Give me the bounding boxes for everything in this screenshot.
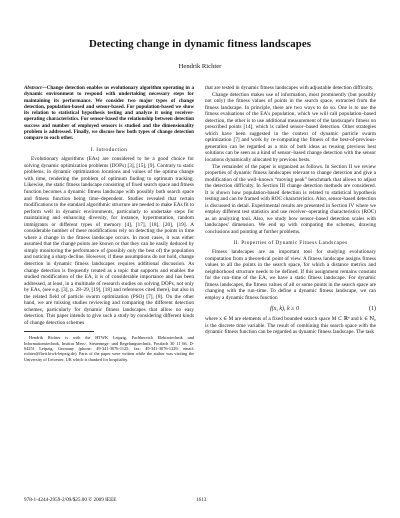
paper-author: Hendrik Richter xyxy=(178,63,222,70)
after-equation-paragraph: where x ∈ M are elements of a fixed bounded search space M ⊂ ℝⁿ and k ∈ ℕ₀ is the discrete time variable. The result of combining this search space with the dynamic fitness function can be regarded as dynamic fitness landscape. The task xyxy=(205,316,376,336)
abstract xyxy=(24,85,194,142)
equation-number: (1) xyxy=(369,305,376,312)
section2-paragraph: Fitness landscapes are an important tool for studying evolutionary computation from a theoretical point of view. A fitness landscape assigns fitness values to all the points in the search space, for which a distance metrics and neighborhood structure needs to be defined. If this assignment remains constant for the run–time of the EA, we have a static fitness landscape. For dynamic fitness landscapes, the fitness values of all or some points in the search space are changing with the run–time. To define a dynamic fitness landscape, we can employ a dynamic fitness function xyxy=(205,249,376,301)
right-paragraph: Change detection makes use of information, most prominently (but possibly not only) the fitness values of points in the search space, extracted from the fitness landscape. In principle, there are two ways to do so. One is to use the fitness evaluations of the EA's population, which we will call population–based detection, the other is to use additional measurement of the landscape's fitness on prescribed points [14], which is called sensor–based detection. Other strategies which have been suggested in the context of dynamic particle swarm optimization [7] and work by re-computing the fitness of the best-of-previous-generation can be regarded as a mix of both ideas as reusing previous best solutions can be seen as a kind of sensor–based change detection with the sensor locations dynamically allocated by previous bests. xyxy=(205,91,376,164)
left-column xyxy=(24,85,194,362)
intro-paragraph: Evolutionary algorithms (EAs) are considered to be a good choice for solving dynamic optimization problems (DOPs) [3], [15], [9]. Contrary to static problems, in dynamic optimization locations and values of the optima change with time, rendering the problem of optimum finding to optimum tracking. Likewise, the static fitness landscape consisting of fixed search space and fitness function becomes a dynamic fitness landscape with possibly both search space and fitness function being time–dependent. Studies revealed that certain modifications to the standard algorithmic structure are needed to make EAs fit to perform well in dynamic environments, particularly to undertake steps for maintaining and enhancing diversity, for instance, hypermutation, random immigrants or different types of memory [4], [17], [18], [20], [19]. A considerable number of these modifications rely on detecting the points in time where a change in the fitness landscape occurs. In most cases, it was either assumed that the change points are known or that they can be easily deduced by simply monitoring the performance of (possibly only the best of) the population and noticing a sharp decline. However, if these assumptions do not hold, change detection in dynamic fitness landscapes requires additional discussion. As change detection is frequently treated as a topic that supports and enables the studied modification of the EA, it is of considerable importance and has been addressed, at least, in a multitude of research studies on solving DOPs, not only by EAs, (see e.g. [3], p. 28–29, [19], [18] and references cited there), but also in the related field of particle swarm optimization (PSO) [7], [8]. On the other hand, we are missing studies reviewing and comparing the different detection schemes, particularly for dynamic fitness landscapes that allow no easy detection. This paper intends to give such a study by considering different kinds of change detection schemes xyxy=(24,156,194,326)
abstract-body: —Change detection enables us evolutionary algorithm operating in a dynamic environment to respond with undertaking necessary steps for maintaining its performance. We consider two major types of change detection, population-based and sensor-based. For population-based we show its relation to statistical hypothesis testing and analyze it using receiver-operating characteristics. For sensor-based the relationship between detection success and number of employed sensors is studied and the dimensionality problem is addressed. Finally, we discuss how both types of change detection compare to each other. xyxy=(24,85,194,142)
section-heading-introduction: I. Introduction xyxy=(90,146,128,153)
equation-1 xyxy=(205,306,376,313)
page-number: 1613 xyxy=(196,497,207,503)
author-footnote: Hendrik Richter is with the HTWK Leipzig, Fachbereich Elektrotechnik und Informationstechnik, Institut Mess-, Steuerungs- und Regelungstechnik, Postfach 30 11 66, D-04251 Leipzig, Germany (phone: 49-341-3076-1125; fax: 49-341-3076-1229; email: richter@fbeit.htwk-leipzig.de). Parts of the paper were written while the author was visiting the University of Leicester, UK which is thanked for hospitality. xyxy=(24,335,194,362)
footer-isbn: 978-1-4244-2959-2/09/$25.00 © 2009 IEEE xyxy=(24,497,117,503)
right-column xyxy=(205,85,376,336)
footnote-divider xyxy=(24,331,94,332)
equation-expression: f(x, k), k ≥ 0 xyxy=(270,305,299,312)
right-paragraph: that are tested in dynamic fitness landscapes with adjustable detection difficulty. xyxy=(205,85,374,91)
right-paragraph: The remainder of the paper is organized as follows. In Section II we review properties of dynamic fitness landscapes relevant to change detection and give a modification of the well–known “moving peak” benchmark that allows to adjust the detection difficulty. In Section III change detection methods are considered. It is shown how population-based detection is related to statistical hypothesis testing and can be framed with ROC characteristics. Also, sensor-based detection is discussed in detail. Experimental results are presented in Section IV where we employ different test statistics and use receiver–operating characteristics (ROC) as an analyzing tool. Also, we study how sensor–based detection scales with landscapes' dimension. We end up with comparing the schemes, drawing conclusions and pointing at further problems. xyxy=(205,163,376,236)
abstract-lead: Abstract xyxy=(24,85,42,91)
paper-title: Detecting change in dynamic fitness landscapes xyxy=(88,38,312,50)
section-heading-properties: II. Properties of Dynamic Fitness Landscapes xyxy=(233,239,348,246)
